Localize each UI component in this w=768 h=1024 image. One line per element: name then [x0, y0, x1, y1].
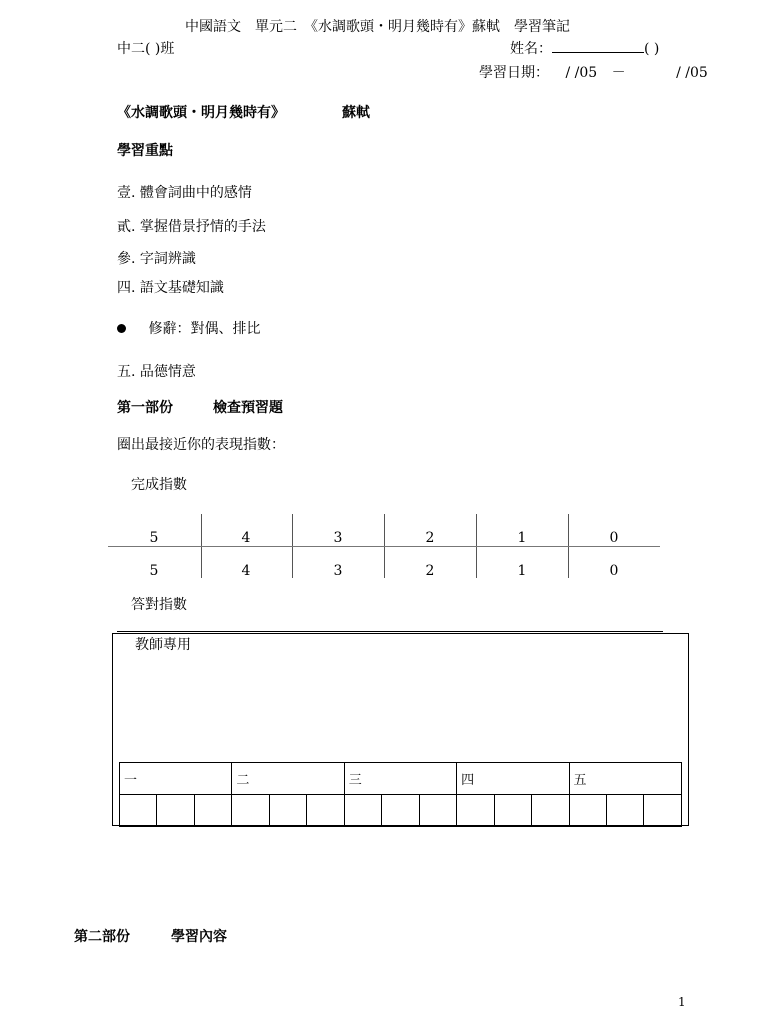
grade-cell[interactable] — [194, 795, 232, 827]
date-dash: － — [611, 65, 626, 81]
name-label: 姓名： — [510, 41, 552, 57]
key-points-heading: 學習重點 — [117, 143, 173, 159]
lesson-author: 蘇軾 — [342, 105, 370, 121]
completion-label: 完成指數 — [131, 477, 187, 493]
grade-cell[interactable] — [644, 795, 682, 827]
completion-option[interactable]: 1 — [517, 530, 527, 546]
study-date — [479, 62, 708, 82]
rhetoric-bullet — [117, 318, 260, 338]
grade-col-1: 一 — [120, 763, 232, 795]
grade-col-4: 四 — [457, 763, 569, 795]
correct-label: 答對指數 — [131, 597, 187, 613]
teacher-section — [112, 633, 689, 826]
grade-cell[interactable] — [307, 795, 345, 827]
grade-table — [119, 762, 682, 827]
page-number: 1 — [678, 995, 686, 1009]
grade-cell[interactable] — [494, 795, 531, 827]
name-field — [510, 38, 659, 58]
grade-cell[interactable] — [569, 795, 606, 827]
correct-option[interactable]: 0 — [609, 563, 619, 579]
rhetoric-text: 修辭：對偶、排比 — [148, 321, 261, 337]
part2-subheading: 學習內容 — [171, 929, 227, 945]
grade-cell[interactable] — [157, 795, 194, 827]
grade-cell[interactable] — [457, 795, 494, 827]
part1-subheading: 檢查預習題 — [213, 400, 283, 416]
key-point-4: 四. 語文基礎知識 — [117, 280, 224, 296]
grade-cell[interactable] — [531, 795, 569, 827]
completion-option[interactable]: 5 — [149, 530, 159, 546]
completion-option[interactable]: 4 — [241, 530, 251, 546]
key-point-3: 參. 字詞辨識 — [117, 251, 196, 267]
grade-cell[interactable] — [344, 795, 381, 827]
correct-option[interactable]: 3 — [333, 563, 343, 579]
part1-heading: 第一部份 — [117, 400, 173, 416]
part2-heading: 第二部份 — [74, 929, 130, 945]
grade-col-3: 三 — [344, 763, 456, 795]
completion-option[interactable]: 3 — [333, 530, 343, 546]
class-label: 中二( )班 — [117, 41, 175, 57]
grade-cell[interactable] — [382, 795, 419, 827]
part1-instruction: 圈出最接近你的表現指數： — [117, 437, 285, 453]
lesson-title: 《水調歌頭・明月幾時有》 — [117, 105, 285, 121]
correct-option[interactable]: 1 — [517, 563, 527, 579]
completion-scale-row — [108, 523, 660, 553]
date-end: / /05 — [676, 65, 708, 81]
correct-option[interactable]: 5 — [149, 563, 159, 579]
grade-cell[interactable] — [269, 795, 306, 827]
document-title: 中國語文 單元二 《水調歌頭・明月幾時有》蘇軾 學習筆記 — [185, 19, 570, 35]
key-point-1: 壹. 體會詞曲中的感情 — [117, 185, 252, 201]
key-point-5: 五. 品德情意 — [117, 364, 196, 380]
teacher-label: 教師專用 — [135, 637, 191, 653]
divider-line — [117, 631, 663, 632]
bullet-icon — [117, 324, 126, 333]
grade-cell[interactable] — [120, 795, 157, 827]
name-suffix: ( ) — [644, 41, 660, 57]
grade-cell[interactable] — [606, 795, 643, 827]
key-point-2: 貳. 掌握借景抒情的手法 — [117, 219, 266, 235]
completion-option[interactable]: 2 — [425, 530, 435, 546]
name-blank[interactable] — [552, 38, 644, 53]
grade-cell[interactable] — [232, 795, 269, 827]
correct-scale-row — [108, 556, 660, 586]
date-label: 學習日期： — [479, 65, 549, 81]
completion-option[interactable]: 0 — [609, 530, 619, 546]
grade-cell[interactable] — [419, 795, 457, 827]
grade-col-2: 二 — [232, 763, 344, 795]
correct-option[interactable]: 2 — [425, 563, 435, 579]
grade-col-5: 五 — [569, 763, 682, 795]
correct-option[interactable]: 4 — [241, 563, 251, 579]
date-start: / /05 — [565, 65, 598, 81]
